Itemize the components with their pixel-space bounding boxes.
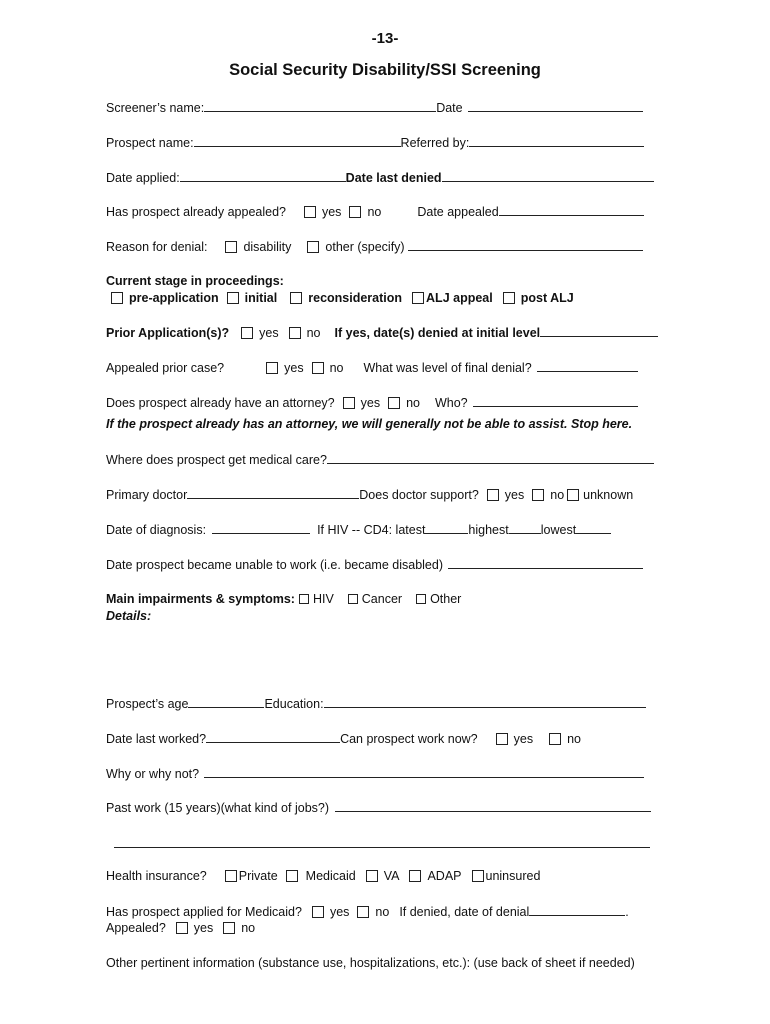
can-work-yes-label: yes: [513, 732, 534, 746]
attorney-no-checkbox[interactable]: [388, 397, 400, 409]
row-health-insurance: [106, 868, 540, 884]
insurance-medicaid-label: Medicaid: [305, 869, 356, 883]
row-screener: [106, 99, 643, 116]
row-date-applied: [106, 169, 654, 186]
insurance-uninsured-checkbox[interactable]: [472, 870, 484, 882]
reason-for-denial-label: Reason for denial:: [106, 240, 208, 254]
impairment-hiv-checkbox[interactable]: [299, 594, 309, 604]
insurance-adap-label: ADAP: [427, 869, 462, 883]
can-work-no-label: no: [567, 732, 581, 746]
has-appealed-label: Has prospect already appealed?: [106, 205, 286, 219]
unable-to-work-label: Date prospect became unable to work (i.e. became disabled): [106, 558, 443, 572]
prospect-age-label: Prospect’s age: [106, 697, 189, 711]
medicaid-appealed-yes-checkbox[interactable]: [176, 922, 188, 934]
row-diagnosis: [106, 521, 611, 538]
row-past-work: [106, 799, 651, 816]
prior-applications-label: Prior Application(s)?: [106, 326, 230, 340]
row-appealed: [106, 203, 644, 220]
row-prior-applications: [106, 324, 658, 341]
impairment-hiv-label: HIV: [312, 592, 334, 606]
appealed-label: Appealed?: [106, 921, 166, 935]
doctor-support-yes-checkbox[interactable]: [487, 489, 499, 501]
insurance-medicaid-checkbox[interactable]: [286, 870, 298, 882]
form-title: Social Security Disability/SSI Screening: [229, 61, 541, 79]
row-why: [106, 765, 644, 782]
who-label: Who?: [434, 396, 468, 410]
disability-checkbox[interactable]: [225, 241, 237, 253]
stage-pre-application-label: pre-application: [129, 291, 219, 305]
disability-label: disability: [243, 240, 292, 254]
stage-post-alj-checkbox[interactable]: [503, 292, 515, 304]
stage-alj-appeal-label: ALJ appeal: [426, 291, 493, 305]
prospect-name-label: Prospect name:: [106, 136, 194, 150]
row-medicaid-appealed: [106, 920, 255, 936]
has-attorney-label: Does prospect already have an attorney?: [106, 396, 335, 410]
medicaid-appealed-no-label: no: [241, 921, 256, 935]
appealed-yes-label: yes: [321, 205, 342, 219]
appealed-prior-label: Appealed prior case?: [106, 361, 225, 375]
row-medicaid: [106, 903, 629, 920]
date-applied-field[interactable]: [180, 169, 346, 182]
referred-by-label: Referred by:: [400, 136, 470, 150]
row-attorney: [106, 394, 638, 411]
why-or-why-not-label: Why or why not?: [106, 767, 200, 781]
prior-no-label: no: [306, 326, 321, 340]
stage-post-alj-label: post ALJ: [520, 291, 574, 305]
date-last-worked-label: Date last worked?: [106, 732, 207, 746]
doctor-support-no-checkbox[interactable]: [532, 489, 544, 501]
screener-name-label: Screener’s name:: [106, 101, 205, 115]
medicaid-appealed-no-checkbox[interactable]: [223, 922, 235, 934]
doctor-support-yes-label: yes: [504, 488, 525, 502]
date-label: Date: [436, 101, 463, 115]
can-work-yes-checkbox[interactable]: [496, 733, 508, 745]
prior-yes-checkbox[interactable]: [241, 327, 253, 339]
row-medical-care: [106, 451, 654, 468]
doctor-support-unknown-checkbox[interactable]: [567, 489, 579, 501]
other-specify-label: other (specify): [325, 240, 405, 254]
row-last-worked: [106, 730, 581, 747]
other-reason-checkbox[interactable]: [307, 241, 319, 253]
date-last-denied-field[interactable]: [442, 169, 654, 182]
attorney-yes-checkbox[interactable]: [343, 397, 355, 409]
insurance-adap-checkbox[interactable]: [409, 870, 421, 882]
appealed-prior-no-label: no: [329, 361, 344, 375]
stage-reconsideration-checkbox[interactable]: [290, 292, 302, 304]
stage-alj-appeal-checkbox[interactable]: [412, 292, 424, 304]
date-last-worked-field[interactable]: [206, 730, 340, 743]
past-work-field[interactable]: [335, 799, 651, 812]
cd4-latest-field[interactable]: [425, 521, 468, 534]
prior-denied-dates-field[interactable]: [540, 324, 658, 337]
appealed-prior-yes-checkbox[interactable]: [266, 362, 278, 374]
impairment-other-label: Other: [430, 592, 462, 606]
medicaid-yes-label: yes: [329, 905, 350, 919]
past-work-extra-line[interactable]: [114, 847, 650, 848]
details-label: Details:: [106, 609, 152, 623]
doctor-support-no-label: no: [550, 488, 565, 502]
date-appealed-field[interactable]: [499, 203, 644, 216]
insurance-va-label: VA: [383, 869, 400, 883]
insurance-uninsured-label: uninsured: [485, 869, 541, 883]
main-impairments-label: Main impairments & symptoms:: [106, 592, 295, 606]
can-work-now-label: Can prospect work now?: [340, 732, 478, 746]
health-insurance-label: Health insurance?: [106, 869, 207, 883]
attorney-who-field[interactable]: [473, 394, 638, 407]
cd4-lowest-field[interactable]: [576, 521, 611, 534]
row-stage-options: [111, 290, 574, 306]
medicaid-no-checkbox[interactable]: [357, 906, 369, 918]
row-primary-doctor: [106, 486, 633, 503]
stage-initial-label: initial: [244, 291, 278, 305]
medicaid-denial-date-field[interactable]: [529, 903, 625, 916]
row-unable-to-work: [106, 556, 643, 573]
applied-medicaid-label: Has prospect applied for Medicaid?: [106, 905, 302, 919]
attorney-yes-label: yes: [360, 396, 381, 410]
final-denial-label: What was level of final denial?: [363, 361, 532, 375]
medicaid-no-label: no: [375, 905, 390, 919]
attorney-note: If the prospect already has an attorney, we will generally not be able to assist. Stop here.: [106, 417, 633, 431]
prior-no-checkbox[interactable]: [289, 327, 301, 339]
stage-initial-checkbox[interactable]: [227, 292, 239, 304]
can-work-no-checkbox[interactable]: [549, 733, 561, 745]
appealed-no-label: no: [367, 205, 382, 219]
medical-care-field[interactable]: [327, 451, 654, 464]
education-field[interactable]: [324, 695, 646, 708]
appealed-prior-no-checkbox[interactable]: [312, 362, 324, 374]
primary-doctor-label: Primary doctor: [106, 488, 188, 502]
impairment-cancer-checkbox[interactable]: [348, 594, 358, 604]
date-last-denied-label: Date last denied: [345, 171, 442, 185]
appealed-yes-checkbox[interactable]: [304, 206, 316, 218]
prospect-age-field[interactable]: [188, 695, 264, 708]
stage-pre-application-checkbox[interactable]: [111, 292, 123, 304]
insurance-private-checkbox[interactable]: [225, 870, 237, 882]
if-denied-date-label: If denied, date of denial: [399, 905, 530, 919]
attorney-no-label: no: [406, 396, 420, 410]
stage-reconsideration-label: reconsideration: [308, 291, 403, 305]
date-field[interactable]: [468, 99, 643, 112]
medicaid-denial-period: .: [625, 905, 629, 919]
highest-label: highest: [468, 523, 509, 537]
date-appealed-label: Date appealed: [417, 205, 499, 219]
prior-yes-label: yes: [259, 326, 279, 340]
row-prospect: [106, 134, 644, 151]
date-of-diagnosis-field[interactable]: [212, 521, 310, 534]
page-number: -13-: [371, 30, 399, 47]
screener-name-field[interactable]: [204, 99, 436, 112]
appealed-no-checkbox[interactable]: [349, 206, 361, 218]
doctor-support-unknown-label: unknown: [583, 488, 634, 502]
row-impairments: [106, 591, 461, 607]
impairment-other-checkbox[interactable]: [416, 594, 426, 604]
medicaid-appealed-yes-label: yes: [193, 921, 214, 935]
past-work-label: Past work (15 years)(what kind of jobs?): [106, 801, 330, 815]
insurance-va-checkbox[interactable]: [366, 870, 378, 882]
if-yes-denied-label: If yes, date(s) denied at initial level: [334, 326, 541, 340]
doctor-support-label: Does doctor support?: [359, 488, 479, 502]
other-reason-field[interactable]: [408, 238, 643, 251]
cd4-highest-field[interactable]: [509, 521, 541, 534]
education-label: Education:: [264, 697, 324, 711]
current-stage-label: Current stage in proceedings:: [106, 274, 284, 288]
row-appealed-prior: [106, 359, 638, 376]
date-of-diagnosis-label: Date of diagnosis:: [106, 523, 207, 537]
primary-doctor-field[interactable]: [187, 486, 359, 499]
other-info-label: Other pertinent information (substance use, hospitalizations, etc.): (use back of sheet if needed): [106, 956, 635, 970]
insurance-private-label: Private: [238, 869, 278, 883]
impairment-cancer-label: Cancer: [361, 592, 403, 606]
prospect-name-field[interactable]: [194, 134, 401, 147]
unable-to-work-field[interactable]: [448, 556, 643, 569]
date-applied-label: Date applied:: [106, 171, 180, 185]
hiv-cd4-label: If HIV -- CD4: latest: [317, 523, 426, 537]
lowest-label: lowest: [540, 523, 577, 537]
medical-care-label: Where does prospect get medical care?: [106, 453, 327, 467]
why-or-why-not-field[interactable]: [204, 765, 644, 778]
appealed-prior-yes-label: yes: [284, 361, 304, 375]
medicaid-yes-checkbox[interactable]: [312, 906, 324, 918]
final-denial-field[interactable]: [537, 359, 638, 372]
row-reason: [106, 238, 643, 255]
row-age-education: [106, 695, 646, 712]
referred-by-field[interactable]: [469, 134, 644, 147]
